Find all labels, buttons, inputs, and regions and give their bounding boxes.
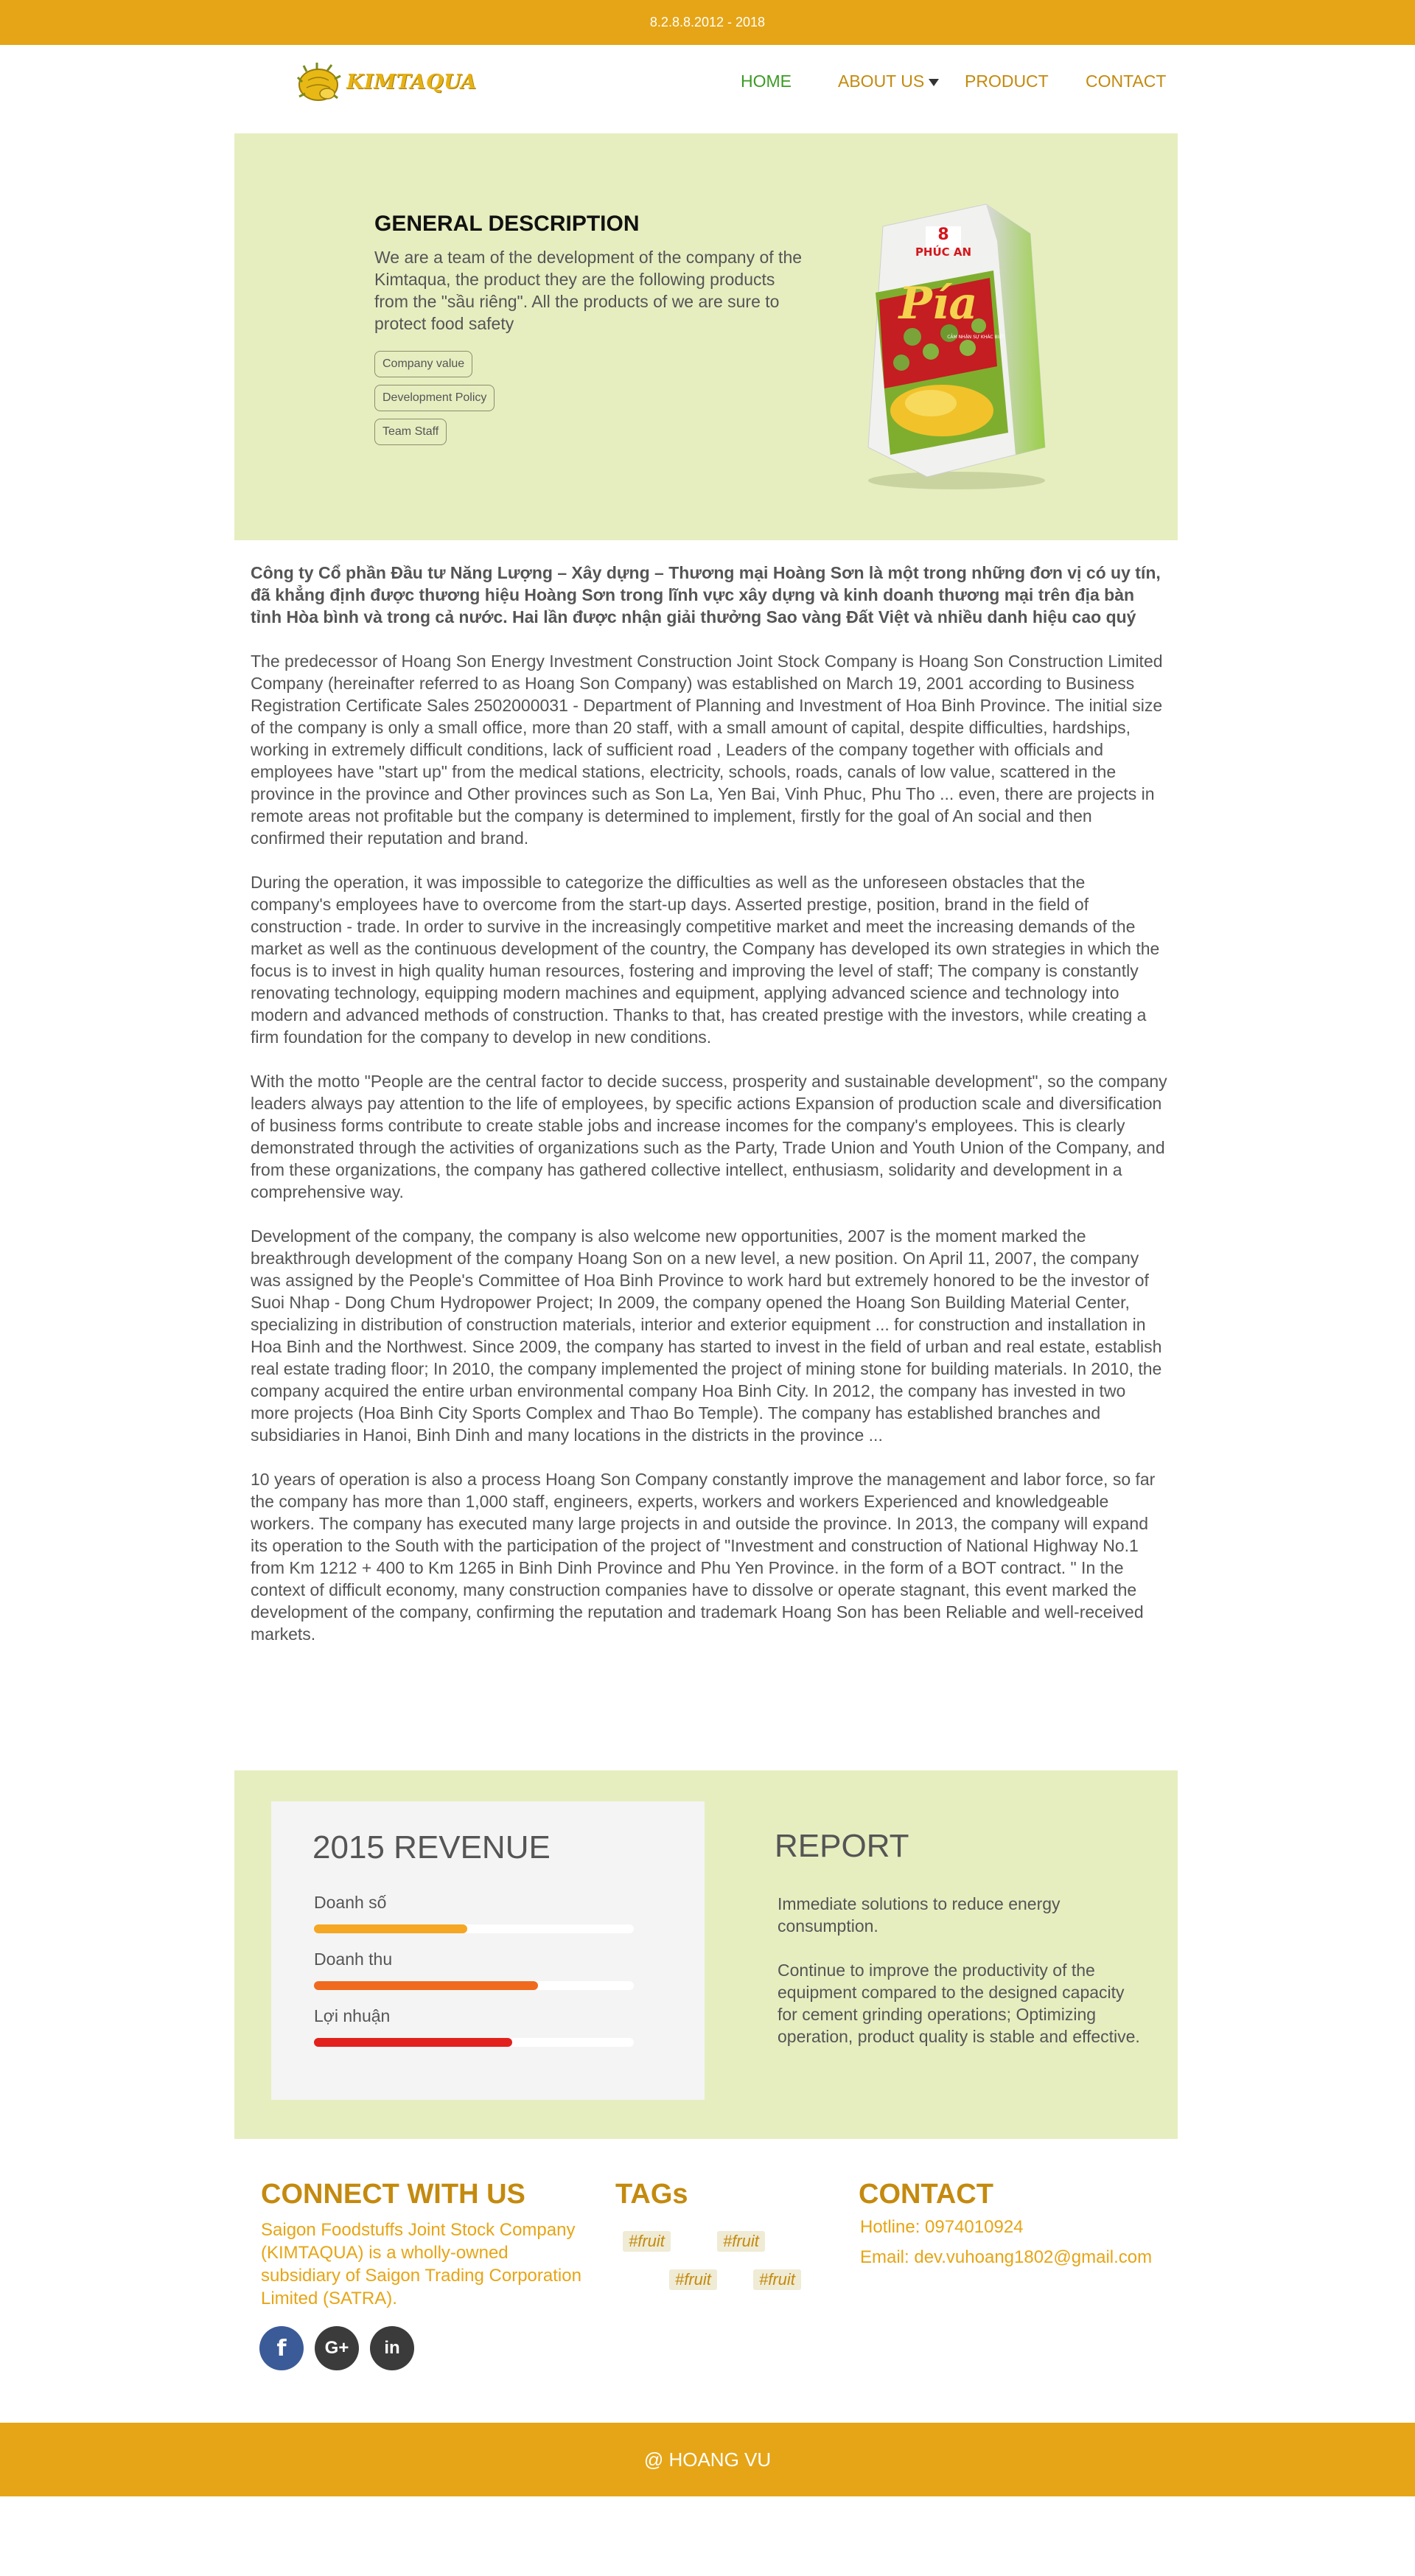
brand-name: KIMTAQUA [346, 70, 477, 94]
connect-title: CONNECT WITH US [261, 2179, 525, 2210]
nav-home[interactable]: HOME [741, 71, 792, 91]
contact-email[interactable]: Email: dev.vuhoang1802@gmail.com [860, 2247, 1153, 2267]
progress-track-revenue [314, 1981, 634, 1990]
article-paragraph: Development of the company, the company is also welcome new opportunities, 2007 is the moment marked the breakthrough development of the company Hoang Son on a new level, a new position. On April 11, 2007, the company was assigned by the People's Committee of Hoa Binh Province to work hard but extremely honored to be the investor of Suoi Nhap - Dong Chum Hydropower Project; In 2009, the company opened the Hoang Son Building Material Center, specializing in distribution of construction materials, interior and exterior equipment ... for construction and installation in Hoa Binh and the Northwest. Since 2009, the company has started to invest in the field of urban and real estate, establish real estate trading floor; In 2010, the company implemented the project of mining stone for building materials. In 2010, the company acquired the entire urban environmental company Hoa Binh City. In 2012, the company has invested in two more projects (Hoa Binh City Sports Complex and Thao Bo Temple). The company has established branches and subsidiaries in Hanoi, Binh Dinh and many locations in the districts in the province ... [251, 1226, 1162, 1445]
report-title: REPORT [775, 1828, 909, 1864]
product-caption-label: CẢM NHẬN SỰ KHÁC BIỆT [947, 335, 1005, 340]
article-paragraph: With the motto "People are the central factor to decide success, prosperity and sustainable development", so the company leaders always pay attention to the life of employees, by specific actions Expansion of production scale and diversification of business forms contribute to create stable jobs and increase incomes for the company's employees. This is clearly demonstrated through the activities of organizations such as the Party, Trade Union and Youth Union of the Company, and from these organizations, the company has gathered collective intellect, enthusiasm, solidarity and development in a comprehensive way. [251, 1072, 1167, 1201]
caret-down-icon [929, 79, 939, 86]
product-name-label: Pía [898, 278, 978, 329]
google-plus-icon[interactable]: G+ [315, 2326, 359, 2370]
hero-section [234, 133, 1178, 540]
linkedin-icon[interactable]: in [370, 2326, 414, 2370]
copyright-text: @ HOANG VU [643, 2448, 772, 2471]
article-body [251, 562, 1168, 1667]
top-bar [0, 0, 1415, 45]
footer [0, 2139, 1415, 2423]
bottom-bar [0, 2423, 1415, 2496]
team-staff-button[interactable]: Team Staff [374, 419, 447, 445]
article-paragraph: 10 years of operation is also a process Hoang Son Company constantly improve the management and labor force, so far the company has more than 1,000 staff, engineers, experts, workers and workers Experienced and knowledgeable workers. The company has executed many large projects in and outside the province. In 2013, the company will expand its operation to the South with the participation of the project of "Investment and construction of National Highway No.1 from Km 1212 + 400 to Km 1265 in Binh Dinh Province and Phu Yen Province. in the form of a BOT contract. " In the context of difficult economy, many construction companies have to dissolve or operate stagnant, this event marked the development of the company, confirming the reputation and trademark Hoang Son has been Reliable and well-received markets. [251, 1470, 1156, 1644]
article-lead: Công ty Cổ phần Đầu tư Năng Lượng – Xây dựng – Thương mại Hoàng Sơn là một trong những đơn vị có uy tín, đã khẳng định được thương hiệu Hoàng Sơn trong lĩnh vực xây dựng và kinh doanh thương mại trên địa bàn tỉnh Hòa bình và trong cả nước. Hai lần được nhận giải thưởng Sao vàng Đất Việt và nhiều danh hiệu cao quý [251, 563, 1161, 626]
top-bar-text: 8.2.8.8.2012 - 2018 [649, 15, 766, 29]
progress-bar-sales [314, 1924, 467, 1933]
nav-contact[interactable]: CONTACT [1086, 71, 1167, 91]
progress-bar-profit [314, 2038, 512, 2047]
nav-product[interactable]: PRODUCT [965, 71, 1049, 91]
progress-track-sales [314, 1924, 634, 1933]
tag-link[interactable]: #fruit [669, 2269, 717, 2290]
product-brand-label: PHÚC AN [915, 245, 972, 259]
revenue-report-section [234, 1770, 1178, 2139]
bar-label-profit: Lợi nhuận [314, 2006, 391, 2025]
main-nav [0, 71, 1415, 101]
nav-about-us[interactable] [838, 71, 939, 91]
tags-title: TAGs [615, 2179, 688, 2210]
facebook-icon[interactable]: f [259, 2326, 304, 2370]
connect-text: Saigon Foodstuffs Joint Stock Company (KIMTAQUA) is a wholly-owned subsidiary of Saigon Trading Corporation Limited (SATRA). [261, 2220, 581, 2308]
hero-title: GENERAL DESCRIPTION [374, 212, 640, 236]
company-value-button[interactable]: Company value [374, 351, 472, 377]
product-package-image [839, 182, 1082, 492]
tag-link[interactable]: #fruit [753, 2269, 801, 2290]
header [0, 45, 1415, 133]
nav-about-us-label: ABOUT US [838, 71, 925, 91]
progress-track-profit [314, 2038, 634, 2047]
bar-label-revenue: Doanh thu [314, 1950, 393, 1969]
report-paragraph-2: Continue to improve the productivity of the equipment compared to the designed capacity for cement grinding operations; Optimizing operation, product quality is stable and effective. [778, 1961, 1140, 2046]
bar-label-sales: Doanh số [314, 1893, 387, 1912]
hero-description: We are a team of the development of the company of the Kimtaqua, the product they are the following products from the "sầu riêng". All the products of we are sure to protect food safety [374, 248, 803, 333]
article-paragraph: During the operation, it was impossible to categorize the difficulties as well as the unforeseen obstacles that the company's employees have to overcome from the start-up days. Asserted prestige, position, brand in the field of construction - trade. In order to survive in the increasingly competitive market and meet the increasing demands of the market as well as the continuous development of the country, the Company has developed its own strategies in which the focus is to invest in high quality human resources, fostering and improving the level of staff; The company is constantly renovating technology, equipping modern machines and equipment, applying advanced science and technology into modern and advanced methods of construction. Thanks to that, has created prestige with the investors, while creating a firm foundation for the company to develop in new conditions. [251, 873, 1160, 1047]
product-badge-number: 8 [937, 226, 949, 244]
article-paragraph: The predecessor of Hoang Son Energy Investment Construction Joint Stock Company is Hoang Son Construction Limited Company (hereinafter referred to as Hoang Son Company) was established on March 19, 2001 according to Business Registration Certificate Sales 2502000031 - Department of Planning and Investment of Hoa Binh Province. The initial size of the company is only a small office, more than 20 staff, with a small amount of capital, despite difficulties, hardships, working in extremely difficult conditions, lack of sufficient road , Leaders of the company together with officials and employees have "start up" from the medical stations, electricity, schools, roads, canals of low value, scattered in the province in the province and Other provinces such as Son La, Yen Bai, Vinh Phuc, Phu Tho ... even, there are projects in remote areas not profitable but the company is determined to implement, firstly for the goal of An social and then confirmed their reputation and brand. [251, 652, 1163, 848]
contact-hotline[interactable]: Hotline: 0974010924 [860, 2217, 1024, 2237]
tag-link[interactable]: #fruit [717, 2231, 765, 2252]
revenue-title: 2015 REVENUE [312, 1829, 551, 1865]
contact-title: CONTACT [859, 2179, 993, 2210]
report-paragraph-1: Immediate solutions to reduce energy consumption. [778, 1894, 1061, 1936]
revenue-card [271, 1801, 705, 2100]
tag-link[interactable]: #fruit [623, 2231, 671, 2252]
progress-bar-revenue [314, 1981, 538, 1990]
development-policy-button[interactable]: Development Policy [374, 385, 495, 411]
